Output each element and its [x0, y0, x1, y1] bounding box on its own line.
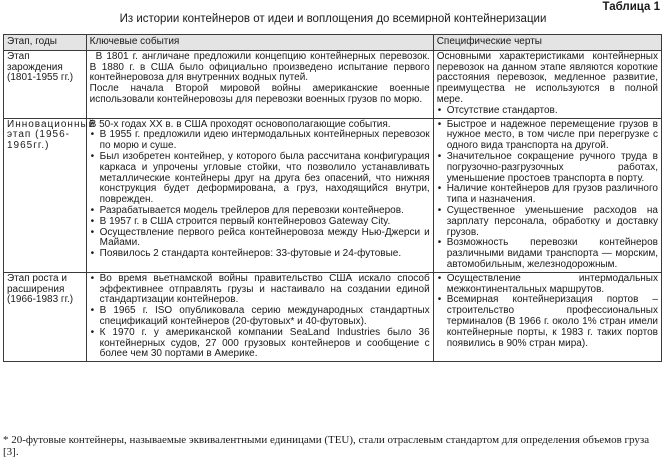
header-stage: Этап, годы [4, 35, 87, 51]
list-item: • Быстрое и надежное перемещение грузов в нужное место, в том числе при перегрузке с одного вида транспорта на другой. [437, 120, 658, 152]
features-cell [433, 50, 661, 118]
table-row [4, 50, 662, 118]
header-row [4, 35, 662, 51]
stage-text: Инновационный этап (1956-1965гг.) [7, 118, 96, 152]
header-events: Ключевые события [86, 35, 433, 51]
events-cell [86, 272, 433, 361]
stage-cell [4, 272, 87, 361]
feature-paragraph: Основными характеристиками контейнерных перевозок на данном этапе являются короткие расстояния перевозок, медленное развитие, преимущества не используются в полной мере. [436, 50, 658, 105]
events-cell [86, 50, 433, 118]
list-item: • Появилось 2 стандарта контейнеров: 33-футовые и 24-футовые. [90, 249, 430, 260]
list-item: • Наличие контейнеров для грузов различного типа и назначения. [437, 184, 658, 206]
header-features: Специфические черты [433, 35, 661, 51]
table-row [4, 272, 662, 361]
event-paragraph: После начала Второй мировой войны американские военные использовали контейнеровозы для перевозки военных грузов по морю. [89, 83, 430, 105]
event-paragraph: В 1801 г. англичане предложили концепцию контейнерных перевозок. В 1880 г. в США было официально произведено испытание первого контейнеровоза для внутренних водных путей. [89, 50, 430, 84]
event-intro: В 50-х годах XX в. в США проходят основополагающие события. [89, 118, 391, 130]
list-item: • Осуществление интермодальных межконтинентальных маршрутов. [437, 274, 658, 296]
table-row [4, 118, 662, 272]
stage-cell [4, 50, 87, 118]
stage-text: Этап зарождения (1801-1955 гг.) [7, 50, 74, 84]
table-title: Из истории контейнеров от идеи и воплощения до всемирной контейнеризации [119, 13, 547, 25]
list-item: • Разрабатывается модель трейлеров для перевозки контейнеров. [90, 206, 430, 217]
list-item: • Отсутствие стандартов. [437, 106, 658, 117]
features-cell [433, 272, 661, 361]
list-item: • В 1965 г. ISO опубликовала серию международных стандартных спецификаций контейнеров (20-футовых* и 40-футовых). [90, 306, 430, 328]
history-table [3, 34, 662, 362]
footnote: * 20-футовые контейнеры, называемые эквивалентными единицами (TEU), стали отраслевым стандартом для определения объемов груза [3]. [3, 434, 650, 458]
list-item: • К 1970 г. у американской компании SeaLand Industries было 36 контейнерных судов, 27 000 грузовых контейнеров и сообщение с более чем 30 портами в Америке. [90, 328, 430, 360]
list-item: • В 1957 г. в США строится первый контейнеровоз Gateway City. [90, 217, 430, 228]
list-item: • Всемирная контейнеризация портов – строительство профессиональных терминалов (В 1966 г. около 1% стран имели контейнерные порты, к 1983 г. таких портов появились в 90% стран мира). [437, 295, 658, 349]
list-item: • Существенное уменьшение расходов на зарплату персонала, обработку и доставку грузов. [437, 206, 658, 238]
list-item: • Значительное сокращение ручного труда в погрузочно-разгрузочных работах, уменьшение простоев транспорта в порту. [437, 152, 658, 184]
list-item: • Был изобретен контейнер, у которого была рассчитана конфигурация каркаса и упрочены угловые стойки, что позволило устанавливать металлические контейнеры друг на друга без опасений, что нижняя конструкция будет деформирована, а груз, находящийся внутри, поврежден. [90, 152, 430, 206]
list-item: • Во время вьетнамской войны правительство США искало способ эффективнее отправлять грузы и настаивало на создании единой стандартизации контейнеров. [90, 274, 430, 306]
list-item: • Осуществление первого рейса контейнеровоза между Нью-Джерси и Майами. [90, 228, 430, 250]
table-label: Таблица 1 [602, 1, 660, 13]
list-item: • В 1955 г. предложили идею интермодальных контейнерных перевозок по морю и суше. [90, 130, 430, 152]
features-cell [433, 118, 661, 272]
list-item: • Возможность перевозки контейнеров различными видами транспорта — морским, автомобильным, железнодорожным. [437, 238, 658, 270]
stage-text: Этап роста и расширения (1966-1983 гг.) [7, 272, 74, 306]
events-cell [86, 118, 433, 272]
stage-cell [4, 118, 96, 272]
